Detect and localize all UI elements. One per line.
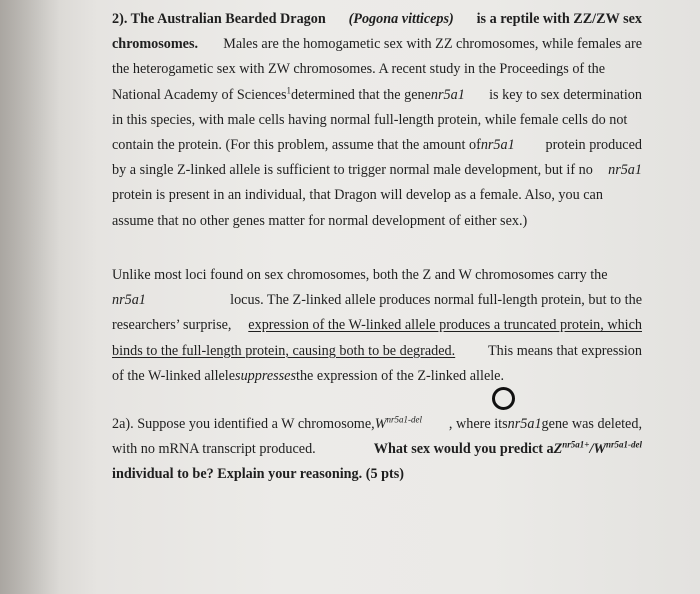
text-span xyxy=(112,133,515,158)
text-span: National Academy of Sciences xyxy=(112,86,287,103)
gene-name: nr5a1 xyxy=(507,416,542,432)
underlined-text: binds to the full-length protein, causing both to be degraded. xyxy=(112,342,456,359)
text-line xyxy=(112,462,642,487)
text-line xyxy=(112,133,642,158)
text-span xyxy=(112,412,422,437)
handwritten-circle-icon xyxy=(492,387,515,410)
text-span: the expression of the Z-linked allele. xyxy=(296,367,505,384)
text-span: contain the protein. (For this problem, assume that the amount of xyxy=(112,136,481,153)
text-span xyxy=(112,83,465,108)
text-line xyxy=(112,412,642,437)
text-line xyxy=(112,364,642,389)
gene-name: nr5a1 xyxy=(480,136,515,153)
text-span: researchers’ surprise, xyxy=(112,317,232,334)
text-line xyxy=(112,57,642,82)
text-line xyxy=(112,32,642,57)
species-name: (Pogona vitticeps) xyxy=(348,11,454,27)
text-span: protein produced xyxy=(545,136,642,153)
allele-superscript: nr5a1+ xyxy=(562,439,590,450)
text-span: What sex would you predict a xyxy=(373,441,554,458)
chromosome-symbol: /W xyxy=(589,441,606,458)
text-span: determined that the gene xyxy=(291,86,431,103)
footnote-marker: 1 xyxy=(286,84,292,95)
text-span: Unlike most loci found on sex chromosomes, both the Z and W chromosomes carry the xyxy=(112,267,608,283)
paragraph-loci xyxy=(112,263,642,389)
underlined-text: expression of the W-linked allele produces a truncated protein, which xyxy=(248,317,642,334)
text-span: gene was deleted, xyxy=(541,416,642,432)
text-line xyxy=(112,437,642,462)
text-span: 2). The Australian Bearded Dragon xyxy=(112,11,326,27)
text-span: the heterogametic sex with ZW chromosomes. A recent study in the Proceedings of the xyxy=(112,61,606,78)
allele-superscript: nr5a1-del xyxy=(386,414,423,425)
gene-name: nr5a1 xyxy=(112,292,146,309)
text-line xyxy=(112,263,642,288)
gene-name: nr5a1 xyxy=(430,86,465,103)
text-span: in this species, with male cells having normal full-length protein, while female cells do not xyxy=(112,111,628,128)
text-span xyxy=(449,412,642,437)
emphasized-text: suppresses xyxy=(235,367,297,384)
text-line xyxy=(112,158,642,183)
paragraph-intro xyxy=(112,7,642,234)
text-span: This means that expression xyxy=(487,342,642,359)
gene-name: nr5a1 xyxy=(608,162,642,179)
text-span xyxy=(112,364,504,389)
text-span: by a single Z-linked allele is sufficient to trigger normal male development, but if no xyxy=(112,162,593,179)
text-span: assume that no other genes matter for normal development of either sex.) xyxy=(112,212,528,229)
bold-question xyxy=(374,437,642,462)
text-line xyxy=(112,339,642,364)
text-span: is key to sex determination xyxy=(489,86,642,103)
text-span: is a reptile with ZZ/ZW sex xyxy=(476,11,642,27)
chromosome-symbol: Z xyxy=(553,441,563,458)
allele-superscript: nr5a1-del xyxy=(606,439,642,450)
text-span: 2a). Suppose you identified a W chromosome, xyxy=(112,416,375,432)
text-span: locus. The Z-linked allele produces normal full-length protein, but to the xyxy=(230,292,642,309)
text-span: individual to be? Explain your reasoning. (5 pts) xyxy=(112,466,404,483)
text-span: , where its xyxy=(448,416,508,432)
text-span: Males are the homogametic sex with ZZ chromosomes, while females are xyxy=(223,36,642,53)
text-line xyxy=(112,183,642,208)
text-line xyxy=(112,313,642,338)
text-span: chromosomes. xyxy=(112,36,199,53)
question-2a xyxy=(112,412,642,488)
text-line xyxy=(112,7,642,32)
text-line xyxy=(112,209,642,234)
text-line xyxy=(112,83,642,108)
text-line xyxy=(112,288,642,313)
text-span: of the W-linked allele xyxy=(112,367,236,384)
chromosome-symbol: W xyxy=(374,416,387,432)
text-span: protein is present in an individual, that Dragon will develop as a female. Also, you can xyxy=(112,187,603,204)
text-line xyxy=(112,108,642,133)
text-span: with no mRNA transcript produced. xyxy=(112,441,316,458)
